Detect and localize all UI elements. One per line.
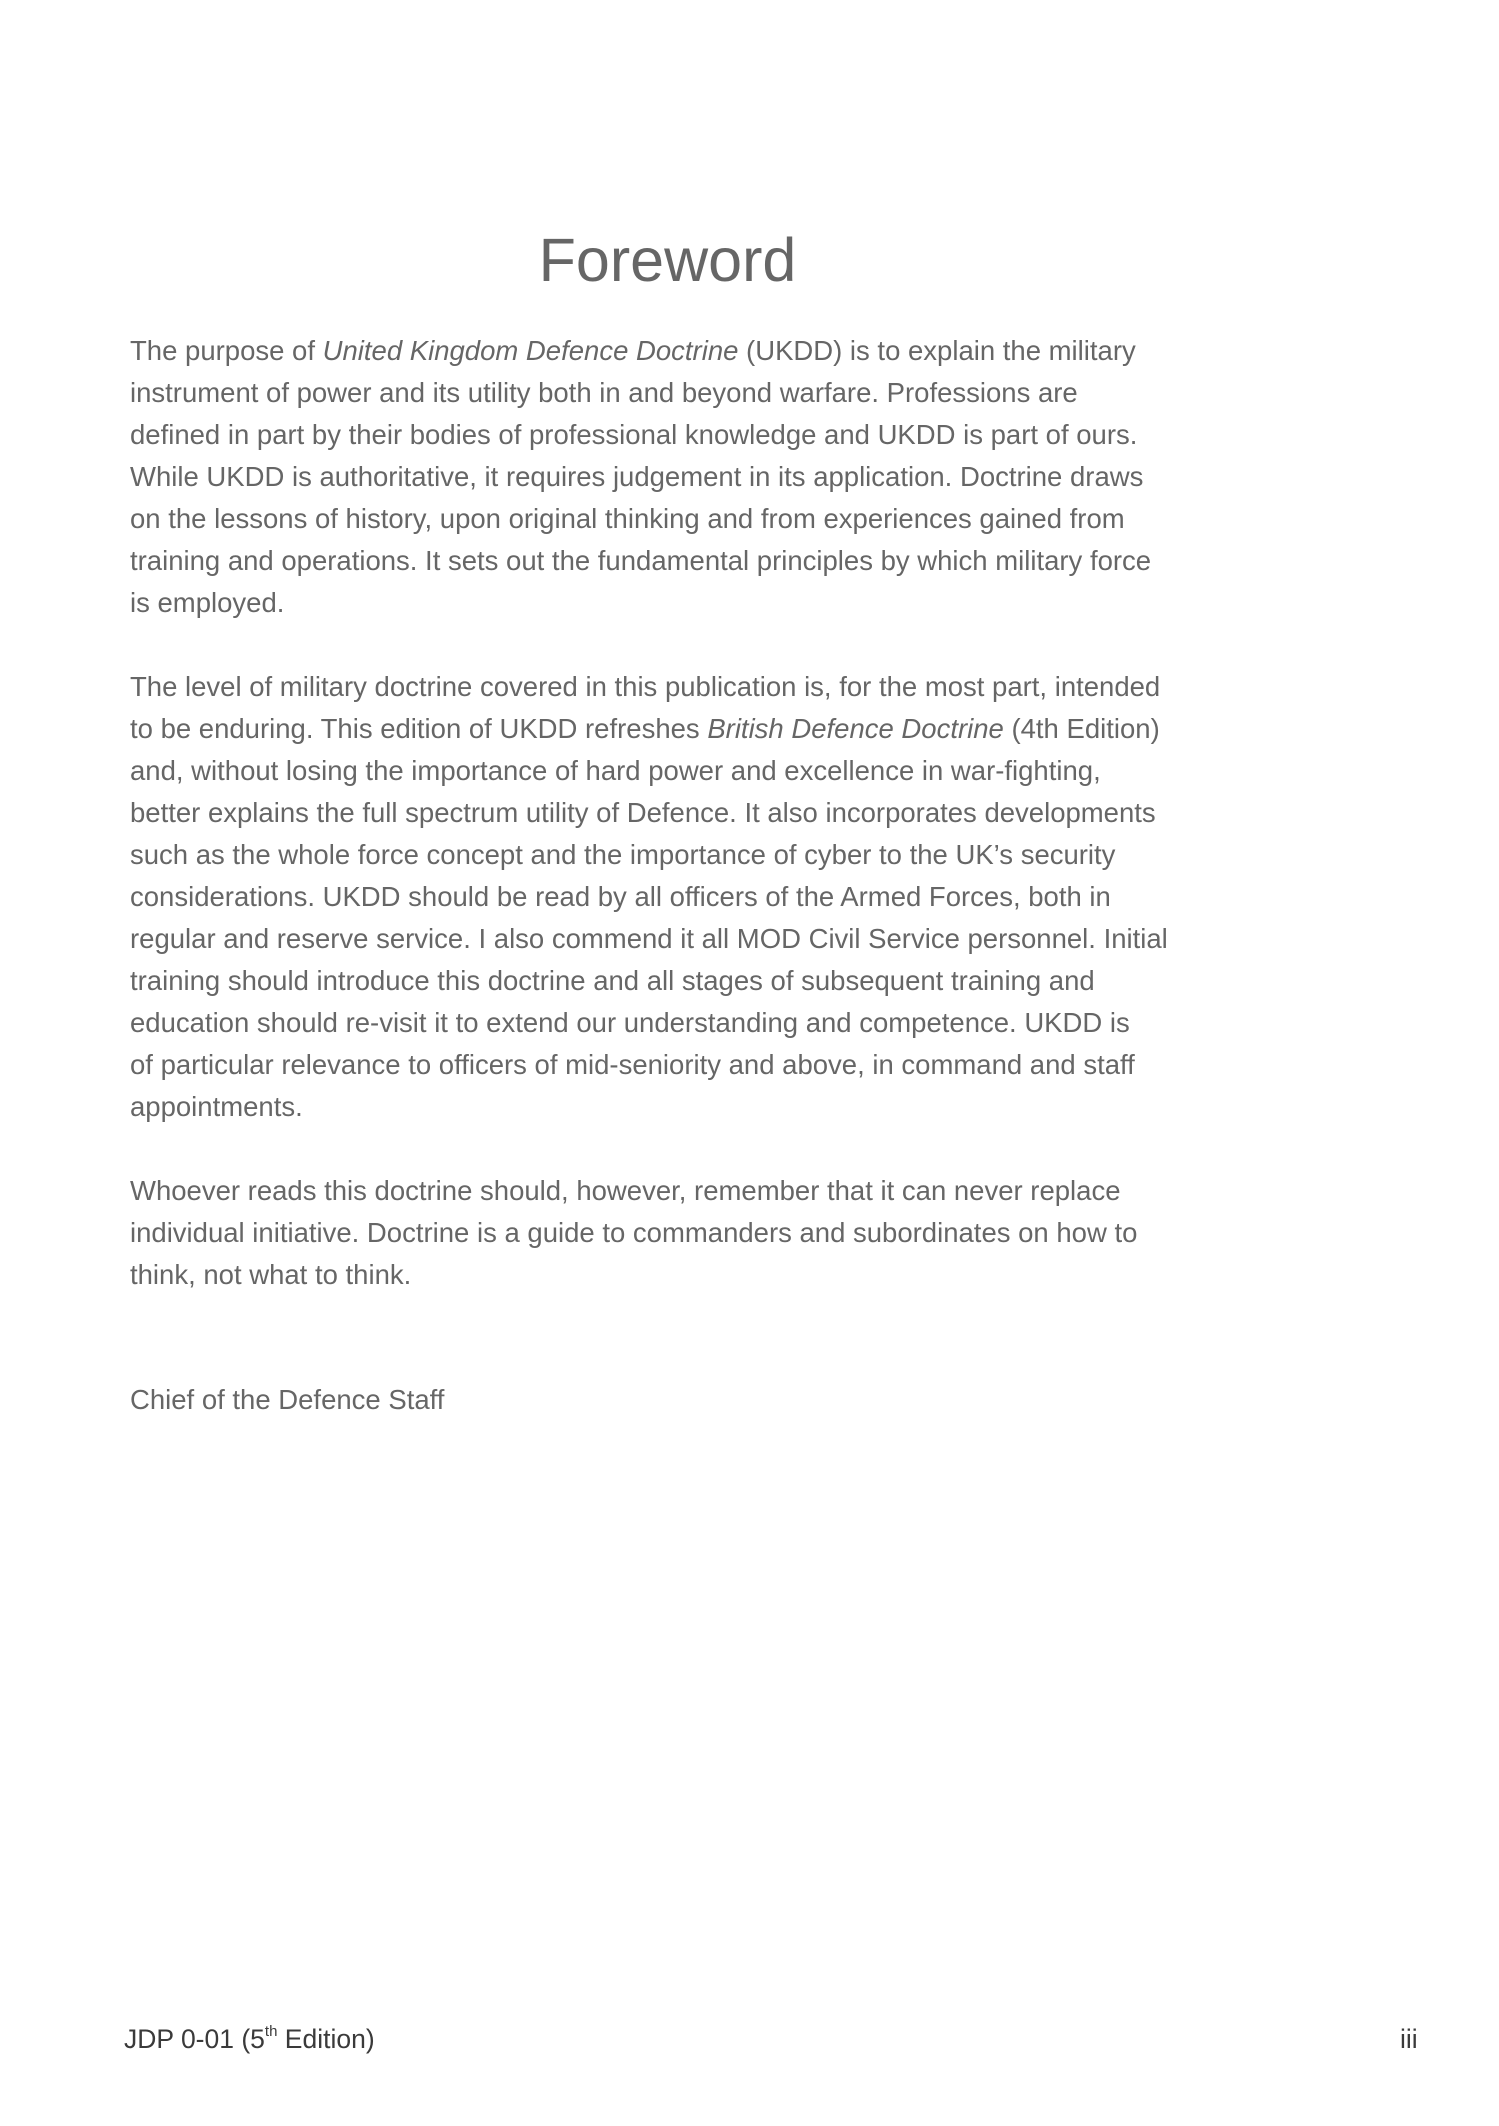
text-line <box>130 372 1230 414</box>
text-line <box>130 1254 1230 1296</box>
text-line <box>130 1086 1230 1128</box>
text-line <box>130 876 1230 918</box>
text-segment: The purpose of <box>130 335 323 366</box>
text-segment: better explains the full spectrum utility of Defence. It also incorporates developments <box>130 797 1156 828</box>
text-line <box>130 960 1230 1002</box>
text-line <box>130 498 1230 540</box>
text-line <box>130 540 1230 582</box>
footer-publication-superscript: th <box>264 2023 278 2040</box>
text-line <box>130 1002 1230 1044</box>
text-segment: training should introduce this doctrine and all stages of subsequent training and <box>130 965 1095 996</box>
text-line <box>130 456 1230 498</box>
text-segment: considerations. UKDD should be read by all officers of the Armed Forces, both in <box>130 881 1111 912</box>
text-line <box>130 1044 1230 1086</box>
paragraph <box>130 1170 1230 1296</box>
italic-title: British Defence Doctrine <box>707 713 1004 744</box>
italic-title: United Kingdom Defence Doctrine <box>322 335 739 366</box>
text-segment: to be enduring. This edition of UKDD refreshes <box>130 713 708 744</box>
page-number: iii <box>1400 2024 1418 2054</box>
page-title: Foreword <box>538 226 797 294</box>
text-segment: individual initiative. Doctrine is a guide to commanders and subordinates on how to <box>130 1217 1138 1248</box>
text-line <box>130 414 1230 456</box>
text-segment: Whoever reads this doctrine should, however, remember that it can never replace <box>130 1175 1121 1206</box>
text-segment: on the lessons of history, upon original thinking and from experiences gained from <box>130 503 1125 534</box>
footer-publication <box>124 2020 375 2058</box>
text-segment: training and operations. It sets out the fundamental principles by which military force <box>130 545 1152 576</box>
text-line <box>130 792 1230 834</box>
text-line <box>130 666 1230 708</box>
foreword-body <box>130 330 1230 1338</box>
paragraph <box>130 330 1230 624</box>
paragraph <box>130 666 1230 1128</box>
footer-publication-suffix: Edition) <box>277 2024 375 2054</box>
signature: Chief of the Defence Staff <box>130 1384 445 1415</box>
text-segment: such as the whole force concept and the importance of cyber to the UK’s security <box>130 839 1116 870</box>
text-line <box>130 750 1230 792</box>
text-line <box>130 834 1230 876</box>
text-segment: (4th Edition) <box>1003 713 1160 744</box>
text-segment: think, not what to think. <box>130 1259 412 1290</box>
text-segment: regular and reserve service. I also commend it all MOD Civil Service personnel. Initial <box>130 923 1168 954</box>
text-segment: While UKDD is authoritative, it requires judgement in its application. Doctrine draws <box>130 461 1144 492</box>
footer-publication-prefix: JDP 0-01 (5 <box>124 2024 265 2054</box>
text-segment: education should re-visit it to extend our understanding and competence. UKDD is <box>130 1007 1130 1038</box>
text-segment: and, without losing the importance of hard power and excellence in war-fighting, <box>130 755 1101 786</box>
text-line <box>130 330 1230 372</box>
text-segment: instrument of power and its utility both in and beyond warfare. Professions are <box>130 377 1078 408</box>
text-line <box>130 1170 1230 1212</box>
text-line <box>130 582 1230 624</box>
text-segment: (UKDD) is to explain the military <box>738 335 1136 366</box>
text-line <box>130 918 1230 960</box>
text-segment: The level of military doctrine covered in this publication is, for the most part, intended <box>130 671 1161 702</box>
text-segment: of particular relevance to officers of mid-seniority and above, in command and staff <box>130 1049 1135 1080</box>
text-segment: appointments. <box>130 1091 303 1122</box>
text-segment: defined in part by their bodies of professional knowledge and UKDD is part of ours. <box>130 419 1138 450</box>
text-segment: is employed. <box>130 587 285 618</box>
text-line <box>130 1212 1230 1254</box>
text-line <box>130 708 1230 750</box>
